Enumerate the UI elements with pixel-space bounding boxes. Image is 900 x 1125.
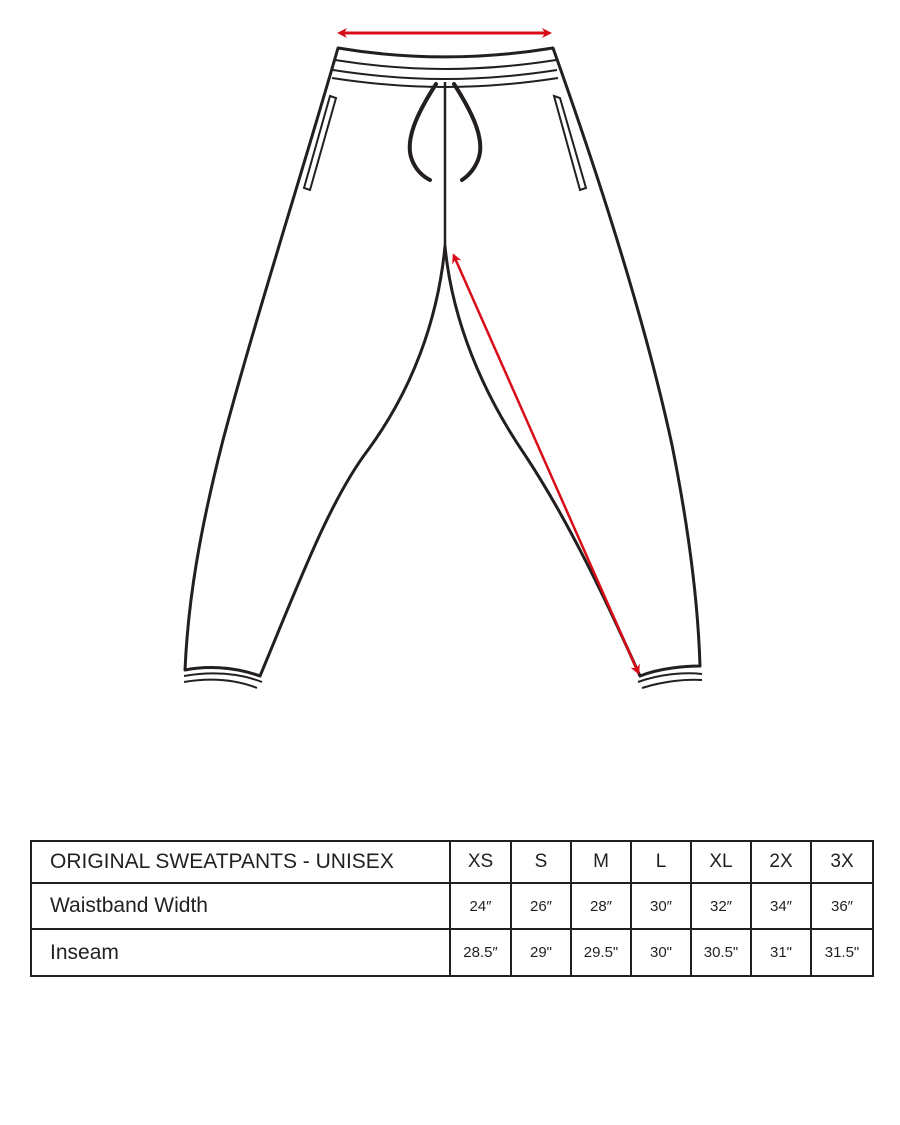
size-header-row: [31, 841, 873, 883]
table-cell: 28″: [571, 883, 631, 929]
table-cell: 31.5": [811, 929, 873, 976]
table-cell: 34″: [751, 883, 811, 929]
table-cell: 30″: [631, 883, 691, 929]
cuff-right: [638, 673, 702, 688]
table-cell: 29": [511, 929, 571, 976]
row-label-inseam: Inseam: [31, 929, 450, 976]
table-cell: 30.5": [691, 929, 751, 976]
table-cell: 32″: [691, 883, 751, 929]
table-cell: 28.5″: [450, 929, 511, 976]
size-m-header: M: [571, 841, 631, 883]
size-chart-table: [30, 840, 874, 977]
row-label-waistband-width: Waistband Width: [31, 883, 450, 929]
size-xs-header: XS: [450, 841, 511, 883]
size-2x-header: 2X: [751, 841, 811, 883]
table-cell: 30": [631, 929, 691, 976]
table-title: ORIGINAL SWEATPANTS - UNISEX: [31, 841, 450, 883]
table-cell: 31": [751, 929, 811, 976]
table-cell: 26″: [511, 883, 571, 929]
size-s-header: S: [511, 841, 571, 883]
size-xl-header: XL: [691, 841, 751, 883]
size-3x-header: 3X: [811, 841, 873, 883]
pants-outline: [185, 48, 700, 676]
table-cell: 29.5": [571, 929, 631, 976]
table-cell: 24″: [450, 883, 511, 929]
size-l-header: L: [631, 841, 691, 883]
table-cell: 36″: [811, 883, 873, 929]
waistband-width-row: [31, 883, 873, 929]
cuff-left: [184, 674, 262, 688]
inseam-row: [31, 929, 873, 976]
